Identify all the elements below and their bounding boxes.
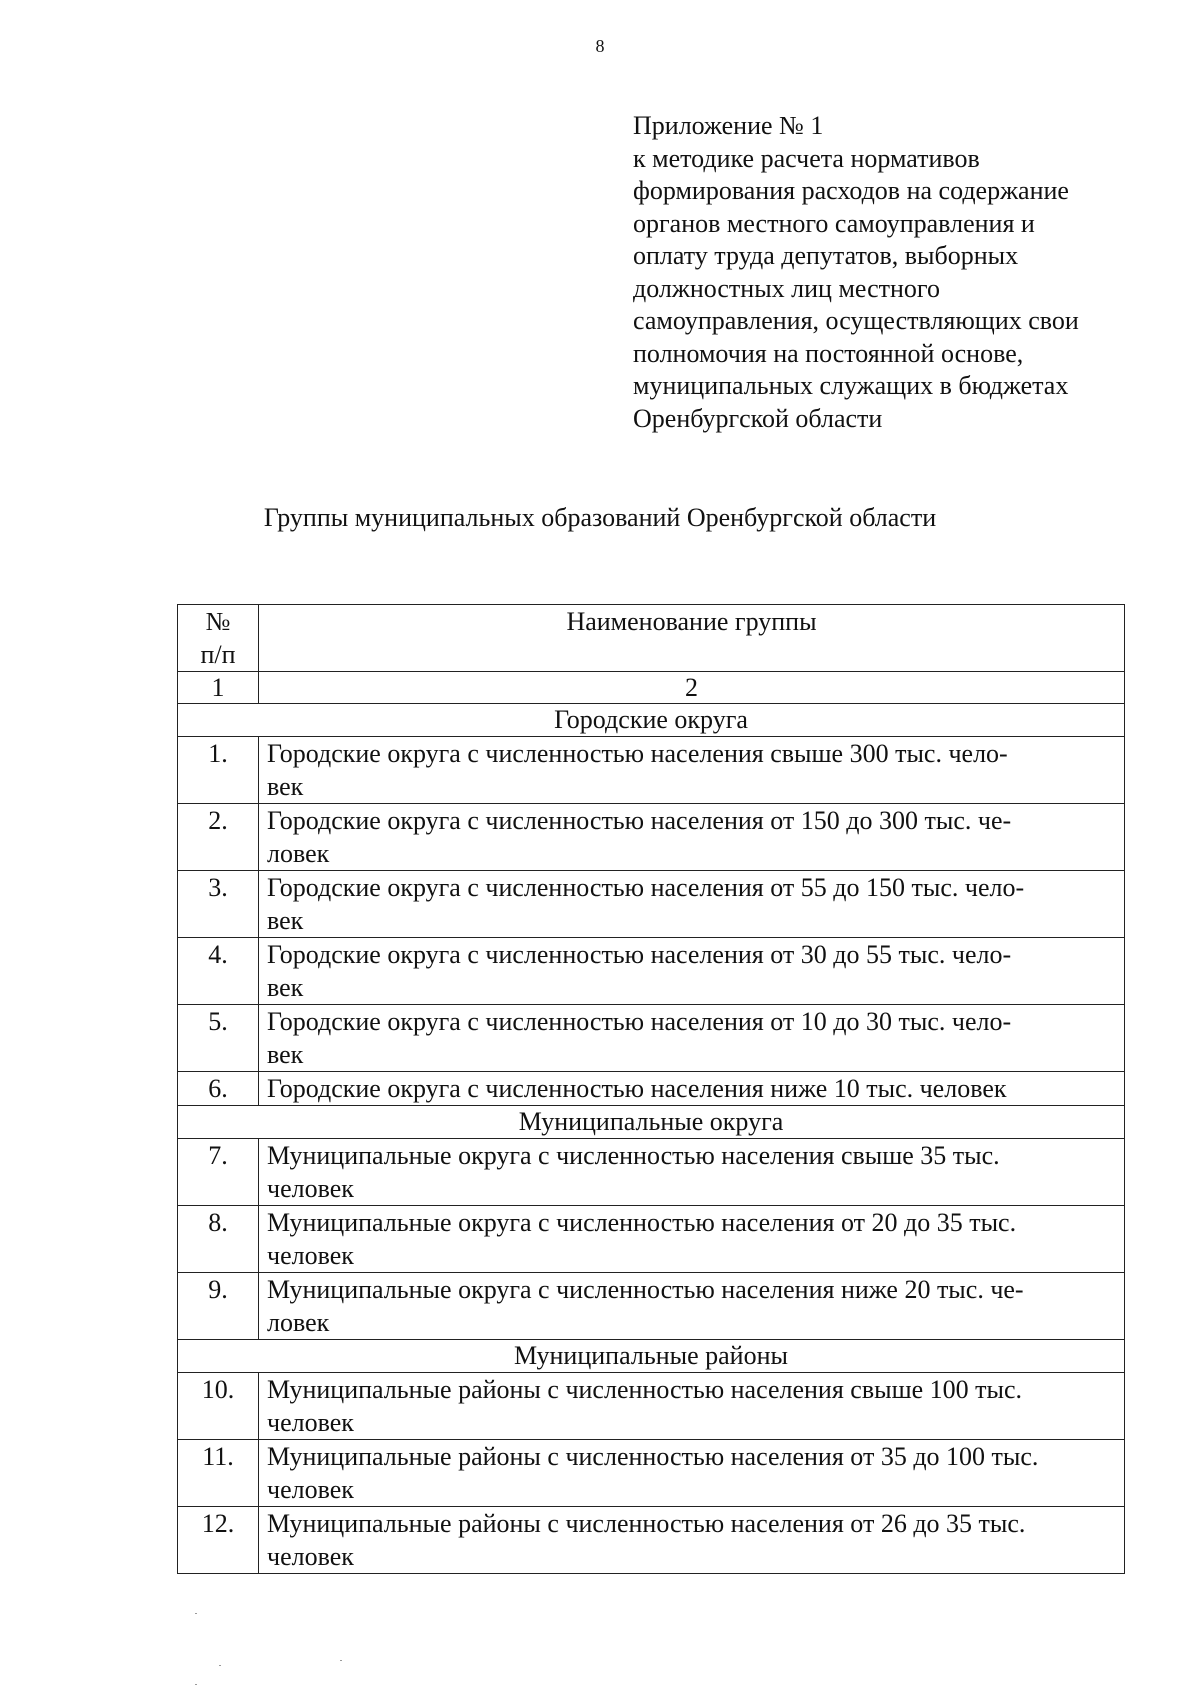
table-row bbox=[178, 1373, 1125, 1440]
group-name-line: Городские округа с численностью населения ниже 10 тыс. человек bbox=[267, 1074, 1007, 1103]
row-number: 9. bbox=[178, 1273, 259, 1340]
index-number-cell: 1 bbox=[178, 672, 259, 704]
group-name-line: Городские округа с численностью населения свыше 300 тыс. чело- bbox=[267, 739, 1008, 768]
row-group-name bbox=[259, 938, 1125, 1005]
group-name-line: Муниципальные районы с численностью населения от 35 до 100 тыс. bbox=[267, 1442, 1039, 1471]
appendix-line: полномочия на постоянной основе, bbox=[633, 338, 1024, 368]
row-number: 10. bbox=[178, 1373, 259, 1440]
row-group-name bbox=[259, 1005, 1125, 1072]
group-name-line: век bbox=[267, 906, 304, 935]
group-name-line: ловек bbox=[267, 839, 330, 868]
row-number: 4. bbox=[178, 938, 259, 1005]
scan-speck bbox=[219, 1665, 221, 1666]
row-group-name bbox=[259, 1373, 1125, 1440]
scan-speck bbox=[340, 1660, 342, 1661]
appendix-line: к методике расчета нормативов bbox=[633, 143, 980, 173]
row-number: 11. bbox=[178, 1440, 259, 1507]
row-group-name bbox=[259, 1206, 1125, 1273]
group-name-line: человек bbox=[267, 1542, 354, 1571]
group-name-line: человек bbox=[267, 1475, 354, 1504]
appendix-line: самоуправления, осуществляющих свои bbox=[633, 306, 1079, 335]
section-row bbox=[178, 704, 1125, 737]
header-number-line: п/п bbox=[200, 640, 236, 669]
scan-speck bbox=[195, 1613, 197, 1614]
row-group-name bbox=[259, 871, 1125, 938]
appendix-line: формирования расходов на содержание bbox=[633, 176, 1069, 205]
row-number: 1. bbox=[178, 737, 259, 804]
scan-speck bbox=[195, 1684, 197, 1685]
header-number-line: № bbox=[205, 607, 231, 636]
appendix-line: Оренбургской области bbox=[633, 403, 883, 433]
column-index-row bbox=[178, 672, 1125, 704]
table-row bbox=[178, 1139, 1125, 1206]
index-name-cell: 2 bbox=[259, 672, 1125, 704]
row-number: 3. bbox=[178, 871, 259, 938]
table-row bbox=[178, 804, 1125, 871]
appendix-header bbox=[633, 110, 1133, 435]
group-name-line: Муниципальные округа с численностью населения свыше 35 тыс. bbox=[267, 1141, 1000, 1170]
group-name-line: век bbox=[267, 772, 304, 801]
appendix-line: Приложение № 1 bbox=[633, 111, 824, 140]
municipal-groups-table bbox=[177, 604, 1125, 1574]
group-name-line: Городские округа с численностью населения от 55 до 150 тыс. чело- bbox=[267, 873, 1025, 902]
row-group-name bbox=[259, 737, 1125, 804]
appendix-line: оплату труда депутатов, выборных bbox=[633, 241, 1019, 270]
section-title: Городские округа bbox=[178, 704, 1125, 737]
appendix-line: муниципальных служащих в бюджетах bbox=[633, 371, 1069, 400]
section-title: Муниципальные округа bbox=[178, 1106, 1125, 1139]
table-row bbox=[178, 1440, 1125, 1507]
row-number: 6. bbox=[178, 1072, 259, 1106]
row-number: 12. bbox=[178, 1507, 259, 1574]
table-row bbox=[178, 1273, 1125, 1340]
row-number: 5. bbox=[178, 1005, 259, 1072]
document-title: Группы муниципальных образований Оренбургской области bbox=[263, 503, 937, 532]
row-group-name bbox=[259, 804, 1125, 871]
row-group-name bbox=[259, 1273, 1125, 1340]
group-name-line: Муниципальные районы с численностью населения свыше 100 тыс. bbox=[267, 1375, 1023, 1404]
group-name-line: век bbox=[267, 973, 304, 1002]
table-row bbox=[178, 1507, 1125, 1574]
section-row bbox=[178, 1106, 1125, 1139]
page-number: 8 bbox=[595, 36, 605, 56]
table-row bbox=[178, 1206, 1125, 1273]
table-row bbox=[178, 1072, 1125, 1106]
row-group-name bbox=[259, 1440, 1125, 1507]
row-group-name bbox=[259, 1507, 1125, 1574]
group-name-line: человек bbox=[267, 1241, 354, 1270]
group-name-line: Муниципальные районы с численностью населения от 26 до 35 тыс. bbox=[267, 1509, 1026, 1538]
group-name-line: Муниципальные округа с численностью населения ниже 20 тыс. че- bbox=[267, 1275, 1024, 1304]
table-row bbox=[178, 938, 1125, 1005]
group-name-line: человек bbox=[267, 1174, 354, 1203]
group-name-line: ловек bbox=[267, 1308, 330, 1337]
section-row bbox=[178, 1340, 1125, 1373]
row-group-name bbox=[259, 1139, 1125, 1206]
table-row bbox=[178, 871, 1125, 938]
group-name-line: человек bbox=[267, 1408, 354, 1437]
header-name-cell: Наименование группы bbox=[259, 605, 1125, 672]
group-name-line: Городские округа с численностью населения от 10 до 30 тыс. чело- bbox=[267, 1007, 1012, 1036]
header-number-cell bbox=[178, 605, 259, 672]
appendix-line: должностных лиц местного bbox=[633, 273, 940, 303]
group-name-line: Муниципальные округа с численностью населения от 20 до 35 тыс. bbox=[267, 1208, 1017, 1237]
section-title: Муниципальные районы bbox=[178, 1340, 1125, 1373]
table-row bbox=[178, 1005, 1125, 1072]
group-name-line: Городские округа с численностью населения от 30 до 55 тыс. чело- bbox=[267, 940, 1012, 969]
table-row bbox=[178, 737, 1125, 804]
group-name-line: век bbox=[267, 1040, 304, 1069]
row-number: 8. bbox=[178, 1206, 259, 1273]
row-number: 2. bbox=[178, 804, 259, 871]
group-name-line: Городские округа с численностью населения от 150 до 300 тыс. че- bbox=[267, 806, 1012, 835]
table-header-row bbox=[178, 605, 1125, 672]
row-group-name bbox=[259, 1072, 1125, 1106]
appendix-line: органов местного самоуправления и bbox=[633, 208, 1035, 238]
row-number: 7. bbox=[178, 1139, 259, 1206]
